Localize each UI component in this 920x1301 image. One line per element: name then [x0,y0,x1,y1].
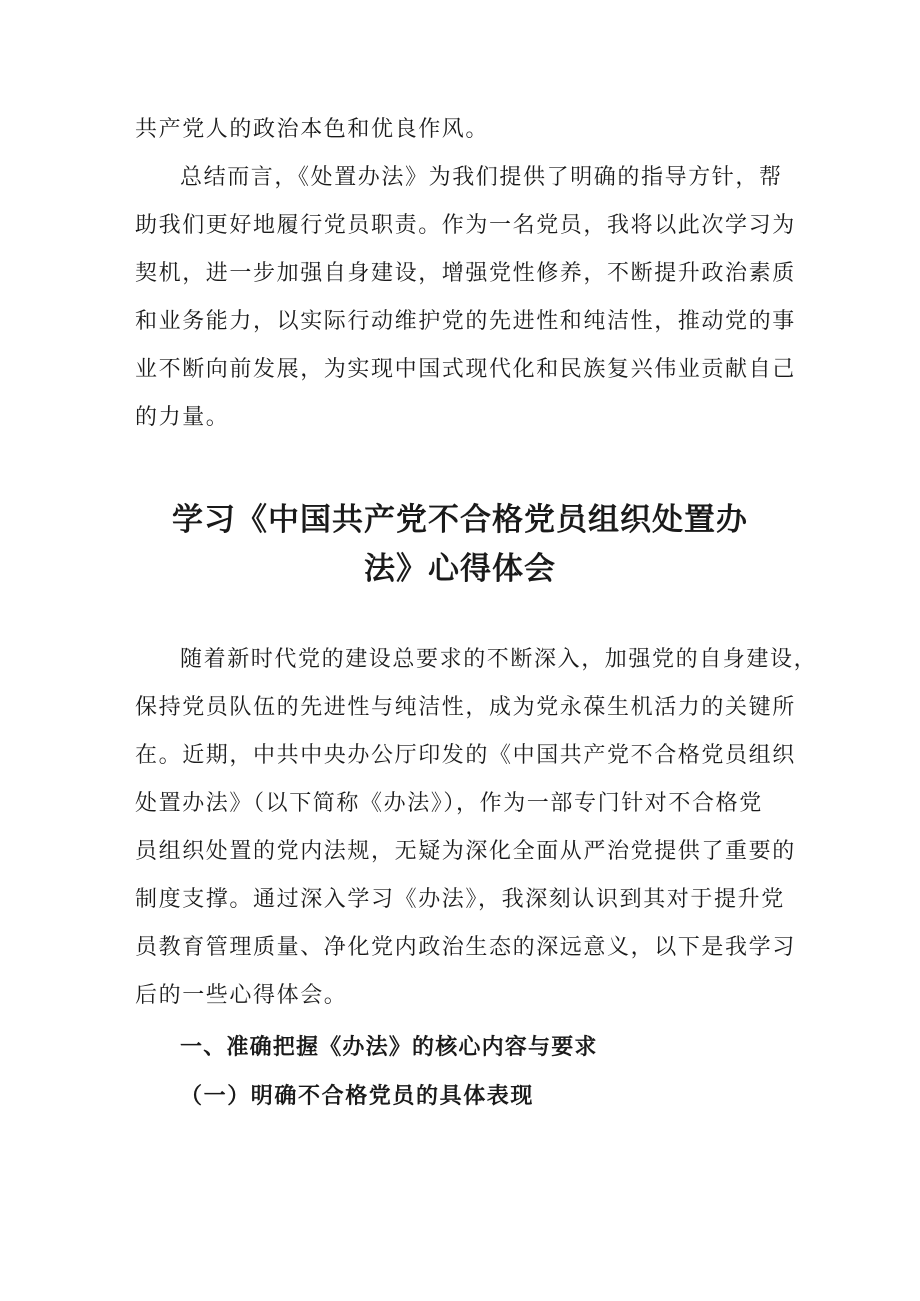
article-title: 法》心得体会 [364,551,556,587]
article-title: 学习《中国共产党不合格党员组织处置办 [172,502,748,538]
body-text-line: 保持党员队伍的先进性与纯洁性，成为党永葆生机活力的关键所 [135,695,796,720]
body-text-line: 处置办法》（以下简称《办法》），作为一部专门针对不合格党 [135,791,763,816]
body-text-line: 员教育管理质量、净化党内政治生态的深远意义，以下是我学习 [135,935,796,960]
body-text-line: 总结而言，《处置办法》为我们提供了明确的指导方针，帮 [180,165,783,190]
section-heading: 一、准确把握《办法》的核心内容与要求 [180,1035,598,1060]
body-text-line: 随着新时代党的建设总要求的不断深入，加强党的自身建设， [180,647,818,672]
body-text-line: 制度支撑。通过深入学习《办法》，我深刻认识到其对于提升党 [135,887,785,912]
body-text-line: 和业务能力，以实际行动维护党的先进性和纯洁性，推动党的事 [135,309,796,334]
body-text-line: 助我们更好地履行党员职责。作为一名党员，我将以此次学习为 [135,213,796,238]
body-text-line: 契机，进一步加强自身建设，增强党性修养，不断提升政治素质 [135,261,796,286]
body-text-line: 的力量。 [135,405,230,430]
body-text-line: 员组织处置的党内法规，无疑为深化全面从严治党提供了重要的 [135,839,796,864]
body-text-line: 业不断向前发展，为实现中国式现代化和民族复兴伟业贡献自己 [135,357,796,382]
body-text-line: 在。近期，中共中央办公厅印发的《中国共产党不合格党员组织 [135,743,796,768]
body-text-line: 共产党人的政治本色和优良作风。 [135,117,490,142]
body-text-line: 后的一些心得体会。 [135,983,348,1008]
subsection-heading: （一）明确不合格党员的具体表现 [180,1083,535,1109]
